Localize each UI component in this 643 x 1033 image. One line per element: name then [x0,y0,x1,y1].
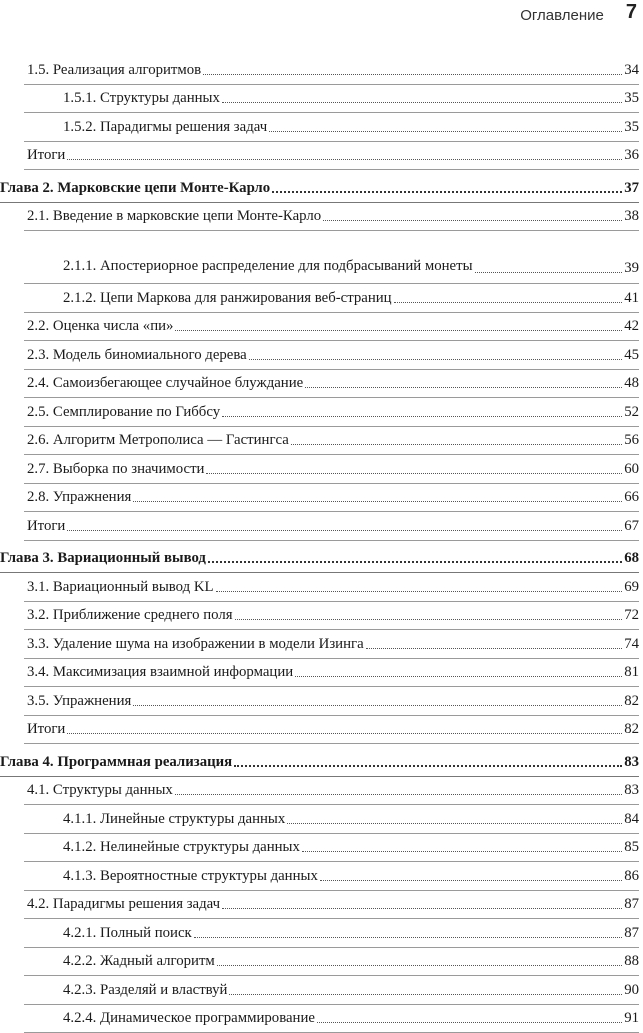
toc-entry-title: 2.4. Самоизбегающее случайное блуждание [27,375,303,392]
dot-leader [175,794,622,795]
dot-leader [222,908,622,909]
toc-entry-page: 34 [624,62,639,79]
dot-leader [317,1022,622,1023]
toc-entry[interactable] [0,659,643,688]
dot-leader [67,159,622,160]
toc-entry-page: 74 [624,636,639,653]
toc-entry[interactable] [0,716,643,745]
toc-entry[interactable] [0,948,643,977]
dot-leader [175,330,622,331]
toc-entry-title: 4.2.4. Динамическое программирование [63,1010,315,1027]
toc-entry-page: 69 [624,579,639,596]
dot-leader [216,591,623,592]
toc-entry-title: 4.1.2. Нелинейные структуры данных [63,839,300,856]
toc-entry-page: 37 [624,180,639,197]
toc-entry-title: 4.2. Парадигмы решения задач [27,896,220,913]
row-divider [24,743,639,744]
toc-entry-title: 3.1. Вариационный вывод KL [27,579,214,596]
toc-entry-page: 83 [624,782,639,799]
dot-leader [133,705,622,706]
toc-entry-page: 36 [624,147,639,164]
dot-leader [366,648,623,649]
toc-entry-title: 2.7. Выборка по значимости [27,461,204,478]
toc-entry-title: 3.3. Удаление шума на изображении в модели Изинга [27,636,364,653]
toc-entry[interactable] [0,203,643,232]
toc-entry[interactable] [0,231,643,284]
toc-entry-title: 4.1.3. Вероятностные структуры данных [63,868,318,885]
toc-entry[interactable] [0,687,643,716]
toc-entry[interactable] [0,573,643,602]
toc-entry[interactable] [0,484,643,513]
dot-leader [394,302,623,303]
toc-entry-title: 4.1.1. Линейные структуры данных [63,811,285,828]
header-page-number: 7 [626,1,637,24]
toc-entry[interactable] [0,284,643,313]
toc-entry-title: Глава 2. Марковские цепи Монте-Карло [0,180,270,197]
toc-entry-page: 86 [624,868,639,885]
toc-entry[interactable] [0,777,643,806]
dot-leader [287,823,622,824]
dot-leader [320,880,622,881]
toc-entry[interactable] [0,370,643,399]
toc-entry[interactable] [0,398,643,427]
row-divider [24,169,639,170]
dot-leader [323,220,622,221]
toc-chapter-entry[interactable] [0,748,643,777]
toc-entry[interactable] [0,862,643,891]
toc-entry-page: 82 [624,721,639,738]
toc-entry-page: 87 [624,896,639,913]
toc-entry[interactable] [0,602,643,631]
dot-leader [194,937,622,938]
toc-entry[interactable] [0,512,643,541]
toc-entry-title: 2.8. Упражнения [27,489,131,506]
toc-entry-title: 2.3. Модель биномиального дерева [27,347,247,364]
toc-entry-title: Итоги [27,518,65,535]
toc-entry[interactable] [0,85,643,114]
toc-entry-title: 3.2. Приближение среднего поля [27,607,233,624]
toc-entry[interactable] [0,455,643,484]
toc-entry-title: 2.1.2. Цепи Маркова для ранжирования веб-страниц [63,290,392,307]
toc-entry[interactable] [0,805,643,834]
toc-entry-page: 60 [624,461,639,478]
toc-entry-page: 45 [624,347,639,364]
dot-leader [222,102,622,103]
header-title: Оглавление [520,7,604,24]
dot-leader [222,416,622,417]
toc-entry-title: 4.2.3. Разделяй и властвуй [63,982,227,999]
dot-leader [229,994,622,995]
dot-leader [203,74,622,75]
toc-entry-page: 83 [624,754,639,771]
toc-entry-page: 91 [624,1010,639,1027]
dot-leader [234,765,622,767]
toc-entry-title: 2.6. Алгоритм Метрополиса — Гастингса [27,432,289,449]
toc-entry-title: 2.1.1. Апостериорное распределение для подбрасываний монеты [63,256,473,277]
row-divider [24,540,639,541]
toc-entry[interactable] [0,313,643,342]
toc-entry-page: 38 [624,208,639,225]
toc-entry-page: 56 [624,432,639,449]
dot-leader [208,561,622,563]
dot-leader [67,733,622,734]
toc-entry-page: 35 [624,90,639,107]
toc-entry[interactable] [0,113,643,142]
toc-entry[interactable] [0,891,643,920]
dot-leader [217,965,622,966]
toc-entry-page: 66 [624,489,639,506]
toc-entry-page: 42 [624,318,639,335]
toc-entry[interactable] [0,630,643,659]
toc-entry-title: 4.1. Структуры данных [27,782,173,799]
toc-entry-title: 3.5. Упражнения [27,693,131,710]
toc-entry-page: 48 [624,375,639,392]
toc-chapter-entry[interactable] [0,545,643,574]
toc-entry-page: 52 [624,404,639,421]
toc-entry-page: 81 [624,664,639,681]
toc-entry-page: 87 [624,925,639,942]
toc-entry-page: 82 [624,693,639,710]
toc-entry-title: Глава 4. Программная реализация [0,754,232,771]
toc-entry[interactable] [0,341,643,370]
toc-entry-page: 41 [624,290,639,307]
dot-leader [249,359,622,360]
toc-entry[interactable] [0,834,643,863]
toc-entry-title: 1.5. Реализация алгоритмов [27,62,201,79]
toc-entry[interactable] [0,976,643,1005]
toc-entry-page: 88 [624,953,639,970]
toc-entry-title: 2.1. Введение в марковские цепи Монте-Карло [27,208,321,225]
dot-leader [206,473,622,474]
toc-entry[interactable] [0,1005,643,1033]
dot-leader [67,530,622,531]
toc-entry-page: 39 [624,260,639,277]
toc-entry-page: 85 [624,839,639,856]
dot-leader [291,444,622,445]
toc-entry[interactable] [0,56,643,85]
toc-entry[interactable] [0,427,643,456]
toc-entry-title: 1.5.2. Парадигмы решения задач [63,119,267,136]
toc-entry-title: Итоги [27,721,65,738]
toc-chapter-entry[interactable] [0,174,643,203]
toc-entry-title: 3.4. Максимизация взаимной информации [27,664,293,681]
dot-leader [235,619,623,620]
toc-entry-page: 84 [624,811,639,828]
toc-entry-title: 4.2.2. Жадный алгоритм [63,953,215,970]
toc-entry-title: Итоги [27,147,65,164]
toc-entry-title: 2.5. Семплирование по Гиббсу [27,404,220,421]
dot-leader [269,131,622,132]
dot-leader [272,191,622,193]
dot-leader [295,676,622,677]
toc-entry[interactable] [0,919,643,948]
dot-leader [305,387,622,388]
toc-entry[interactable] [0,142,643,171]
toc-entry-title: 1.5.1. Структуры данных [63,90,220,107]
toc-entry-title: 2.2. Оценка числа «пи» [27,318,173,335]
dot-leader [133,501,622,502]
toc-entry-page: 35 [624,119,639,136]
toc-entry-title: 4.2.1. Полный поиск [63,925,192,942]
table-of-contents [0,56,643,1033]
toc-entry-page: 90 [624,982,639,999]
toc-entry-page: 67 [624,518,639,535]
toc-entry-page: 68 [624,550,639,567]
toc-entry-title: Глава 3. Вариационный вывод [0,550,206,567]
toc-entry-page: 72 [624,607,639,624]
running-header [520,0,637,24]
dot-leader [302,851,622,852]
dot-leader [475,272,623,273]
